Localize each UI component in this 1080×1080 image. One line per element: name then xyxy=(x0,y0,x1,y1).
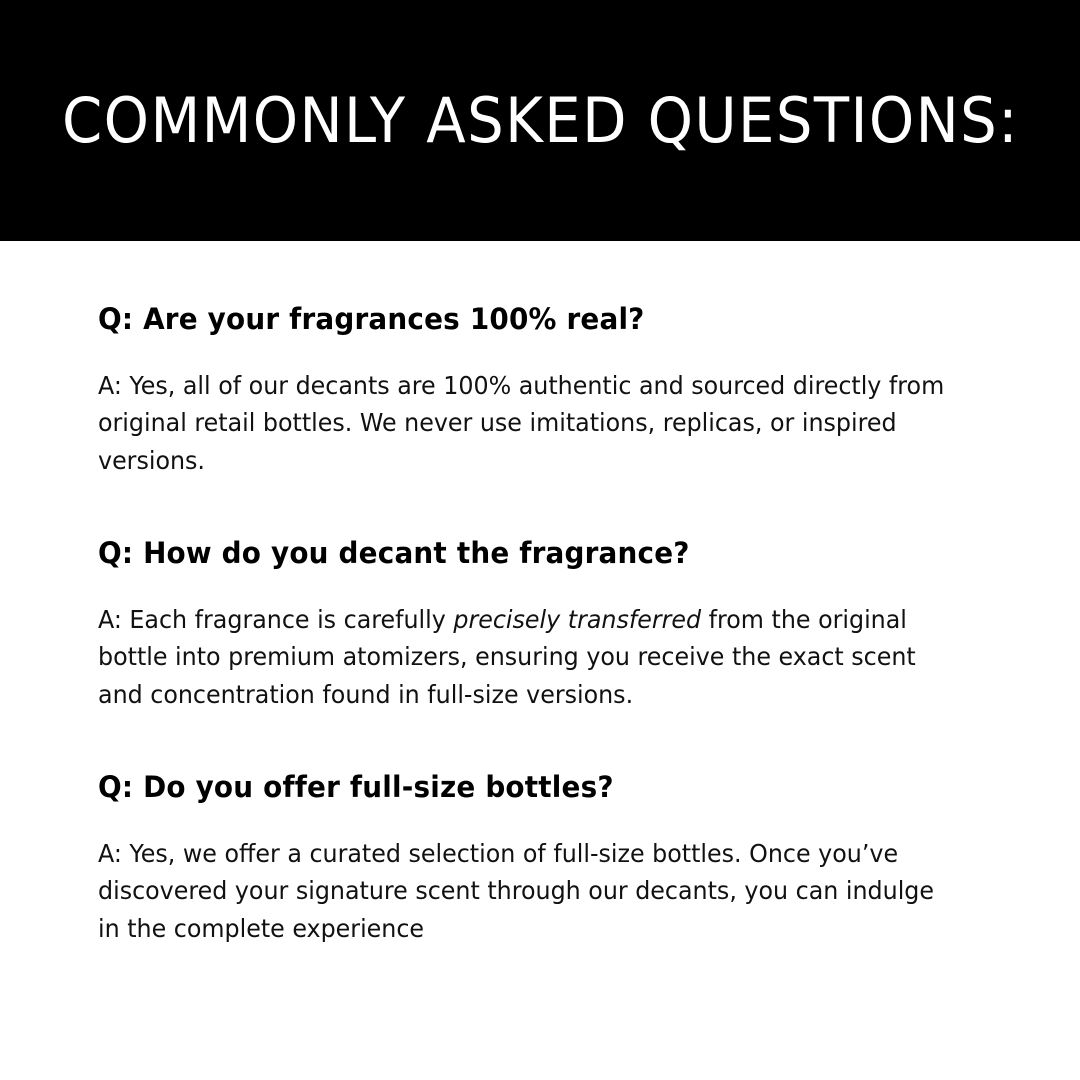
faq-question: Q: Are your fragrances 100% real? xyxy=(98,302,645,336)
faq-answer-text: A: Yes, we offer a curated selection of full-size bottles. Once you’ve discovered your signature scent through our decants, you can indulge in the complete experience xyxy=(98,839,935,943)
faq-answer xyxy=(98,835,957,947)
faq-answer xyxy=(98,601,957,713)
faq-answer-emphasis: precisely transferred xyxy=(453,605,702,635)
page-title: COMMONLY ASKED QUESTIONS: xyxy=(61,83,1019,157)
faq-answer-text-cont: from the original bottle into premium atomizers, ensuring you receive the exact scent and concentration found in full-size versions. xyxy=(98,605,916,709)
faq-question: Q: Do you offer full-size bottles? xyxy=(98,769,614,804)
faq-list xyxy=(0,241,1080,947)
faq-item xyxy=(98,301,984,479)
header-band xyxy=(0,0,1080,241)
faq-item xyxy=(98,769,984,947)
faq-answer-text: A: Each fragrance is carefully xyxy=(98,605,454,635)
faq-question: Q: How do you decant the fragrance? xyxy=(98,535,690,570)
faq-item xyxy=(98,535,984,713)
faq-answer-text: A: Yes, all of our decants are 100% authentic and sourced directly from original retail bottles. We never use imitations, replicas, or inspired versions. xyxy=(98,371,945,475)
faq-answer xyxy=(98,367,957,479)
